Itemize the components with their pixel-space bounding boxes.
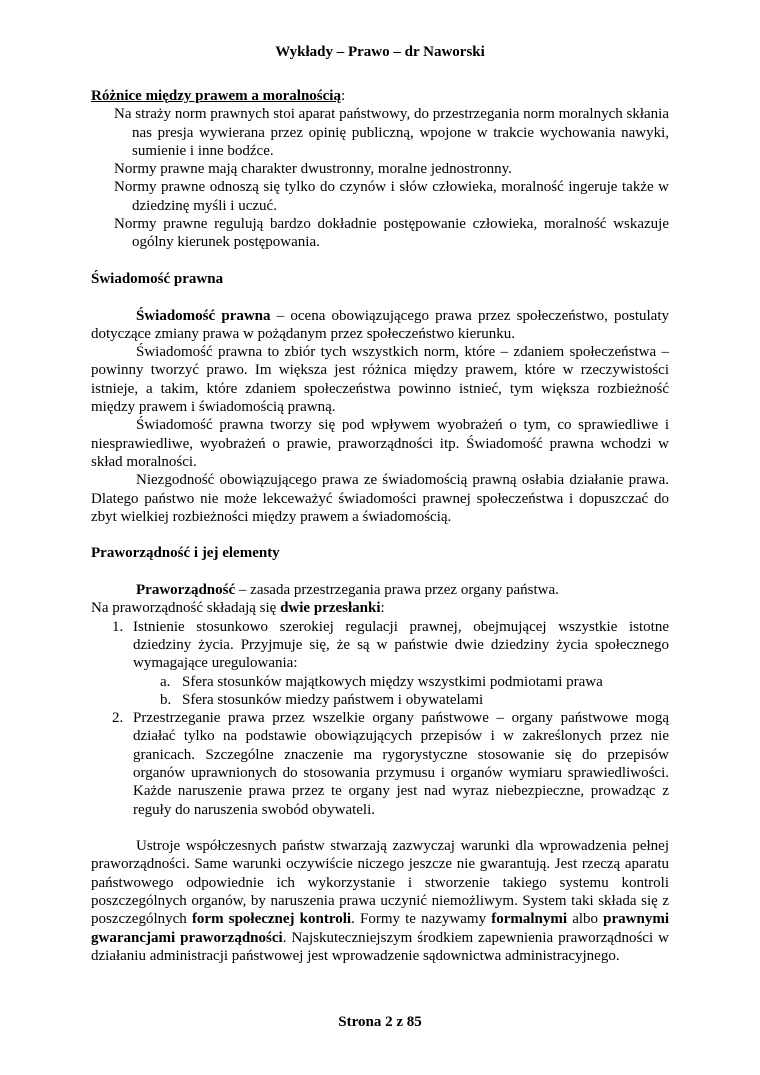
item-number: 1. — [112, 618, 124, 635]
list-item: Normy prawne regulują bardzo dokładnie postępowanie człowieka, moralność wskazuje ogólny kierunek postępowania. — [114, 216, 669, 251]
numbered-item: 1. Istnienie stosunkowo szerokiej regulacji prawnej, obejmującej wszystkie istotne dziedziny życia. Przyjmuje się, że są w państwie dwie dziedziny życia społecznego wymagające uregulowania: — [112, 618, 669, 672]
document-body — [91, 87, 669, 965]
item-letter: b. — [160, 691, 172, 708]
sub-list-item: b. Sfera stosunków miedzy państwem i obywatelami — [160, 691, 484, 708]
page-footer: Strona 2 z 85 — [338, 1014, 422, 1030]
paragraph: Świadomość prawna tworzy się pod wpływem wyobrażeń o tym, co sprawiedliwe i niesprawiedliwe, wyobrażeń o prawie, praworządności itp. Świadomość prawna wchodzi w skład moralności. — [91, 417, 669, 470]
paragraph: Ustroje współczesnych państw stwarzają zazwyczaj warunki dla wprowadzenia pełnej praworządności. Same warunki oczywiście niczego jeszcze nie gwarantują. Jest rzeczą aparatu państwowego odpowiednie ich wykorzystanie i stworzenie takiego systemu kontroli poszczególnych organów, by naruszenia prawa uczynić niemożliwym. System taki składa się z poszczególnych form społecznej kontroli. Formy te nazywamy formalnymi albo prawnymi gwarancjami praworządności. Najskuteczniejszym środkiem zapewnienia praworządności w działaniu administracji państwowej jest wprowadzenie sądownictwa administracyjnego. — [91, 838, 669, 964]
paragraph: Świadomość prawna – ocena obowiązującego prawa przez społeczeństwo, postulaty dotyczące zmiany prawa w pożądanym przez społeczeństwo kierunku. — [91, 307, 669, 342]
item-number: 2. — [112, 710, 124, 727]
paragraph: Praworządność – zasada przestrzegania prawa przez organy państwa. — [136, 582, 559, 599]
paragraph: Niezgodność obowiązującego prawa ze świadomością prawną osłabia działanie prawa. Dlatego państwo nie może lekceważyć świadomości prawnej społeczeństwa i dopuszczać do zbyt wielkiej rozbieżności między prawem a świadomością. — [91, 472, 669, 525]
section-heading-rule-of-law: Praworządność i jej elementy — [91, 545, 280, 562]
page-header: Wykłady – Prawo – dr Naworski — [275, 44, 485, 60]
paragraph: Świadomość prawna to zbiór tych wszystkich norm, które – zdaniem społeczeństwa – powinny tworzyć prawo. Im większa jest różnica między prawem, które w rzeczywistości istnieje, a takim, które zdaniem społeczeństwa powinno istnieć, tym większa rozbieżność między prawem i świadomością prawną. — [91, 344, 669, 416]
paragraph: Na praworządność składają się dwie przesłanki: — [91, 600, 385, 617]
section-heading-legal-awareness: Świadomość prawna — [91, 270, 224, 287]
list-item: Normy prawne odnoszą się tylko do czynów i słów człowieka, moralność ingeruje także w dziedzinę myśli i uczuć. — [114, 179, 669, 214]
sub-list-item: a. Sfera stosunków majątkowych między wszystkimi podmiotami prawa — [160, 673, 603, 690]
item-letter: a. — [160, 673, 171, 690]
list-item: Na straży norm prawnych stoi aparat państwowy, do przestrzegania norm moralnych skłania nas presja wywierana przez opinię publiczną, wpojone w trakcie wychowania nawyki, sumienie i inne bodźce. — [114, 106, 669, 159]
section-heading-differences: Różnice między prawem a moralnością: — [91, 88, 346, 104]
numbered-item: 2. Przestrzeganie prawa przez wszelkie organy państwowe – organy państwowe mogą działać tylko na podstawie obowiązujących przepisów i w zakreślonych przez nie granicach. Szczególne znaczenie ma rygorystyczne stosowanie się do przepisów organów uprawnionych do stosowania przymusu i organów wymiaru sprawiedliwości. Każde naruszenie prawa przez te organy jest nad wyraz niebezpieczne, prowadząc z reguły do naruszenia swobód obywateli. — [112, 710, 669, 818]
list-item: Normy prawne mają charakter dwustronny, moralne jednostronny. — [114, 161, 512, 178]
